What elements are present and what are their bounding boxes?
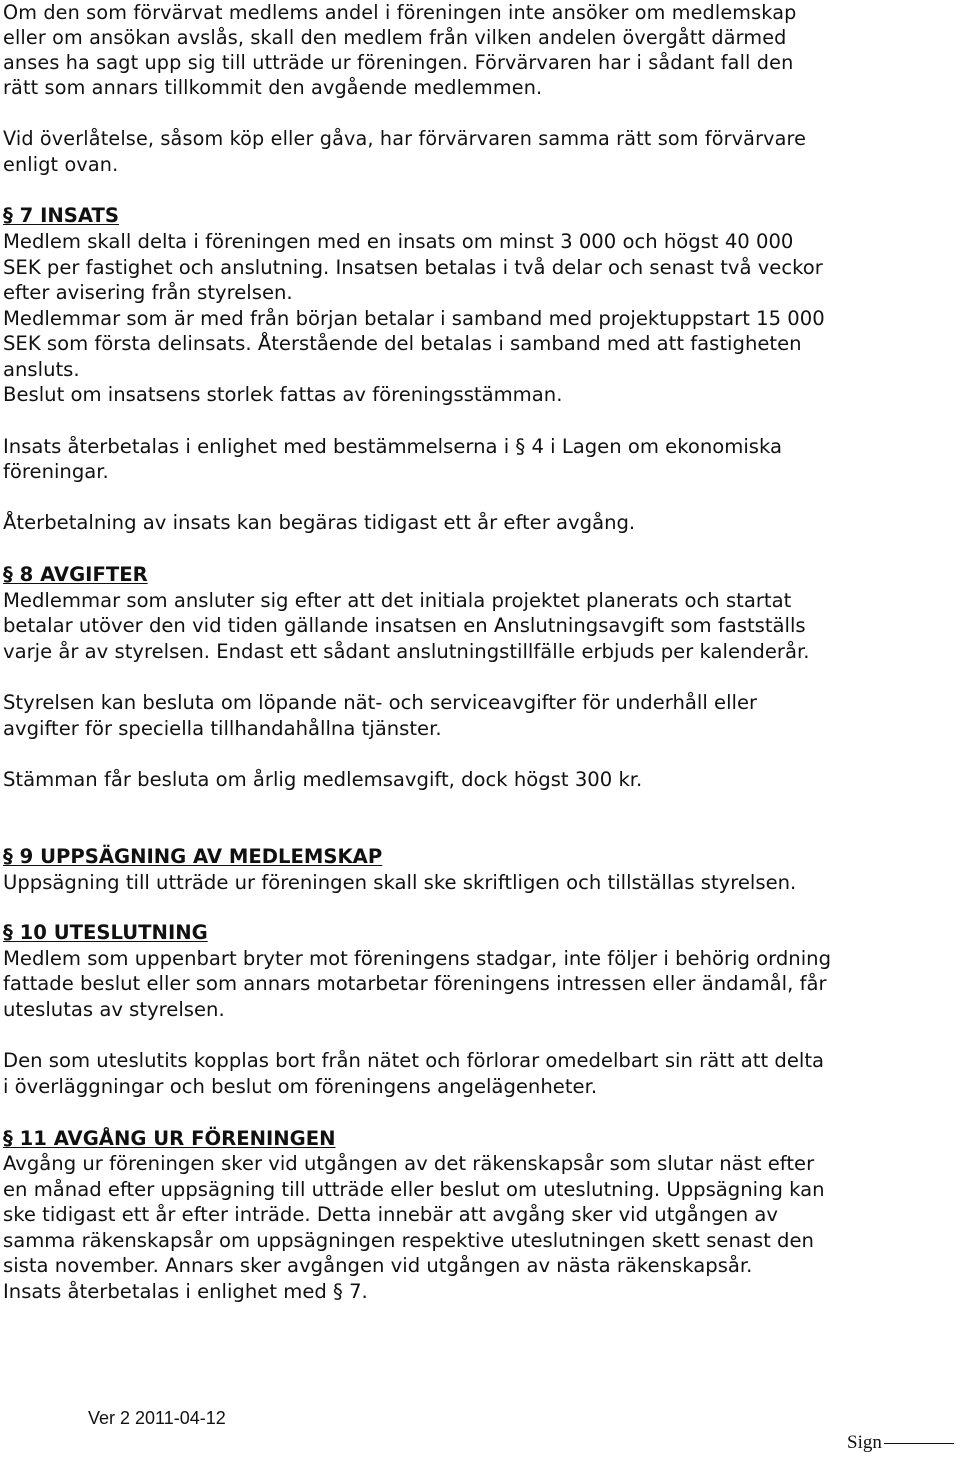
section-10-heading: § 10 UTESLUTNING [3, 921, 208, 944]
section-11-line: en månad efter uppsägning till utträde eller beslut om uteslutning. Uppsägning kan [3, 1178, 825, 1201]
section-8-line: Styrelsen kan besluta om löpande nät- och serviceavgifter för underhåll eller [3, 691, 758, 714]
section-9-line: Uppsägning till utträde ur föreningen skall ske skriftligen och tillställas styrelsen. [3, 871, 797, 894]
section-9-heading: § 9 UPPSÄGNING AV MEDLEMSKAP [3, 845, 383, 868]
section-11-heading: § 11 AVGÅNG UR FÖRENINGEN [3, 1127, 336, 1150]
intro-line: Vid överlåtelse, såsom köp eller gåva, har förvärvaren samma rätt som förvärvare [3, 127, 807, 150]
section-7-line: Återbetalning av insats kan begäras tidigast ett år efter avgång. [3, 511, 636, 534]
section-8-line: Medlemmar som ansluter sig efter att det initiala projektet planerats och startat [3, 589, 792, 612]
section-8-heading: § 8 AVGIFTER [3, 563, 148, 586]
section-7-line: efter avisering från styrelsen. [3, 281, 293, 304]
signature-field [847, 1430, 954, 1456]
intro-line: anses ha sagt upp sig till utträde ur föreningen. Förvärvaren har i sådant fall den [3, 51, 794, 74]
section-8-line: betalar utöver den vid tiden gällande insatsen en Anslutningsavgift som fastställs [3, 614, 806, 637]
section-7-line: ansluts. [3, 358, 80, 381]
section-10-line: fattade beslut eller som annars motarbetar föreningens intressen eller ändamål, får [3, 972, 827, 995]
section-8-line: varje år av styrelsen. Endast ett sådant anslutningstillfälle erbjuds per kalenderår. [3, 640, 810, 663]
section-7-line: Medlemmar som är med från början betalar i samband med projektuppstart 15 000 [3, 307, 825, 330]
signature-label: Sign [847, 1432, 882, 1453]
section-11-line: samma räkenskapsår om uppsägningen respektive uteslutningen skett senast den [3, 1229, 814, 1252]
version-footer: Ver 2 2011-04-12 [88, 1408, 226, 1428]
section-11-line: Insats återbetalas i enlighet med § 7. [3, 1280, 368, 1303]
section-7-line: SEK som första delinsats. Återstående del betalas i samband med att fastigheten [3, 332, 802, 355]
section-11-line: ske tidigast ett år efter inträde. Detta innebär att avgång sker vid utgången av [3, 1203, 778, 1226]
intro-line: enligt ovan. [3, 153, 119, 176]
section-7-line: SEK per fastighet och anslutning. Insatsen betalas i två delar och senast två veckor [3, 256, 823, 279]
intro-line: eller om ansökan avslås, skall den medlem från vilken andelen övergått därmed [3, 26, 787, 49]
section-7-line: Medlem skall delta i föreningen med en insats om minst 3 000 och högst 40 000 [3, 230, 794, 253]
section-7-heading: § 7 INSATS [3, 204, 119, 227]
section-7-line: föreningar. [3, 460, 109, 483]
intro-line: rätt som annars tillkommit den avgående medlemmen. [3, 76, 543, 99]
intro-line: Om den som förvärvat medlems andel i föreningen inte ansöker om medlemskap [3, 1, 797, 24]
section-10-line: Den som uteslutits kopplas bort från nätet och förlorar omedelbart sin rätt att delta [3, 1049, 825, 1072]
section-10-line: Medlem som uppenbart bryter mot föreningens stadgar, inte följer i behörig ordning [3, 947, 832, 970]
section-11-line: sista november. Annars sker avgången vid utgången av nästa räkenskapsår. [3, 1254, 753, 1277]
section-8-line: Stämman får besluta om årlig medlemsavgift, dock högst 300 kr. [3, 768, 643, 791]
section-8-line: avgifter för speciella tillhandahållna tjänster. [3, 717, 442, 740]
signature-line [884, 1443, 954, 1444]
section-10-line: uteslutas av styrelsen. [3, 998, 225, 1021]
section-7-line: Beslut om insatsens storlek fattas av föreningsstämman. [3, 383, 563, 406]
section-10-line: i överläggningar och beslut om föreningens angelägenheter. [3, 1075, 598, 1098]
section-7-line: Insats återbetalas i enlighet med bestämmelserna i § 4 i Lagen om ekonomiska [3, 435, 783, 458]
section-11-line: Avgång ur föreningen sker vid utgången av det räkenskapsår som slutar näst efter [3, 1152, 815, 1175]
